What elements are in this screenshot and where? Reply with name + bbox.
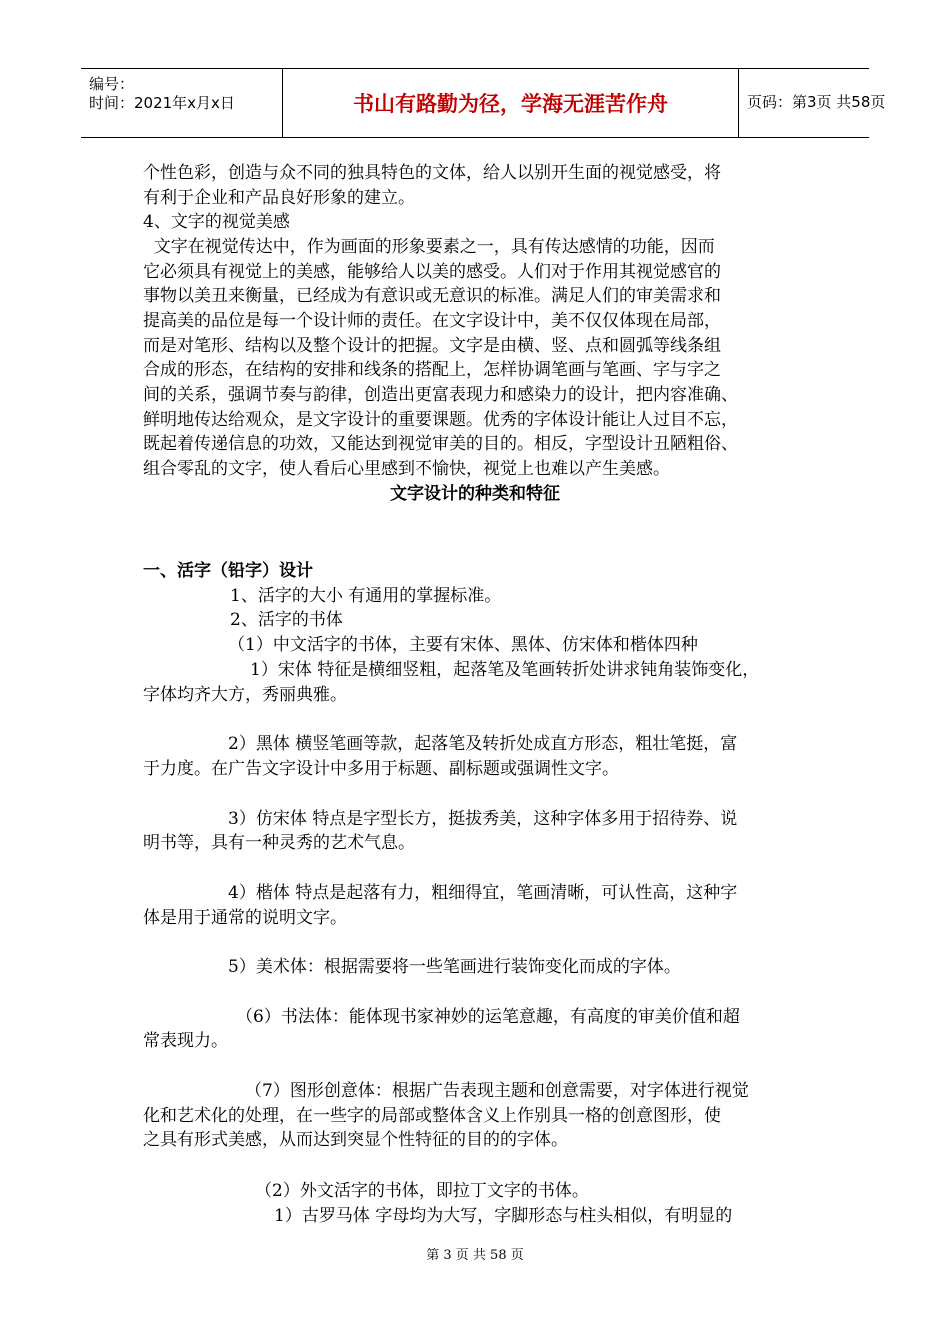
list-item: （7）图形创意体：根据广告表现主题和创意需要，对字体进行视觉 xyxy=(245,1081,749,1101)
list-item: 常表现力。 xyxy=(143,1031,228,1051)
list-item: 体是用于通常的说明文字。 xyxy=(143,908,347,928)
list-item: 2、活字的书体 xyxy=(230,610,343,630)
list-item: 于力度。在广告文字设计中多用于标题、副标题或强调性文字。 xyxy=(143,759,619,779)
body-line: 鲜明地传达给观众，是文字设计的重要课题。优秀的字体设计能让人过目不忘， xyxy=(143,410,738,430)
list-item: 1）宋体 特征是横细竖粗，起落笔及笔画转折处讲求钝角装饰变化， xyxy=(250,660,760,680)
body-line: 有利于企业和产品良好形象的建立。 xyxy=(143,188,415,208)
section-title: 文字设计的种类和特征 xyxy=(390,484,560,504)
list-item: 1、活字的大小 有通用的掌握标准。 xyxy=(230,586,502,606)
motto-text: 书山有路勤为径，学海无涯苦作舟 xyxy=(353,92,668,116)
subsection-title: 一、活字（铅字）设计 xyxy=(143,561,313,581)
list-item: （2）外文活字的书体，即拉丁文字的书体。 xyxy=(255,1181,589,1201)
page-footer: 第 3 页 共 58 页 xyxy=(426,1248,524,1263)
body-line: 它必须具有视觉上的美感，能够给人以美的感受。人们对于作用其视觉感官的 xyxy=(143,262,721,282)
body-line: 事物以美丑来衡量，已经成为有意识或无意识的标准。满足人们的审美需求和 xyxy=(143,286,721,306)
header-page-cell xyxy=(739,69,886,137)
list-item: （6）书法体：能体现书家神妙的运笔意趣，有高度的审美价值和超 xyxy=(236,1007,740,1027)
list-item: 之具有形式美感，从而达到突显个性特征的目的的字体。 xyxy=(143,1130,568,1150)
header-table xyxy=(81,68,886,138)
body-line: 而是对笔形、结构以及整个设计的把握。文字是由横、竖、点和圆弧等线条组 xyxy=(143,336,721,356)
body-line: 文字在视觉传达中，作为画面的形象要素之一，具有传达感情的功能，因而 xyxy=(143,237,715,257)
body-line: 组合零乱的文字，使人看后心里感到不愉快，视觉上也难以产生美感。 xyxy=(143,459,670,479)
serial-label: 编号： xyxy=(89,75,135,93)
body-line: 提高美的品位是每一个设计师的责任。在文字设计中，美不仅仅体现在局部， xyxy=(143,311,721,331)
list-item: 3）仿宋体 特点是字型长方，挺拔秀美，这种字体多用于招待券、说 xyxy=(228,809,738,829)
body-line: 既起着传递信息的功效，又能达到视觉审美的目的。相反，字型设计丑陋粗俗、 xyxy=(143,434,738,454)
date-label: 时间：2021年x月x日 xyxy=(89,94,235,112)
body-line: 合成的形态，在结构的安排和线条的搭配上，怎样协调笔画与笔画、字与字之 xyxy=(143,360,721,380)
body-line: 个性色彩，创造与众不同的独具特色的文体，给人以别开生面的视觉感受，将 xyxy=(143,163,721,183)
header-meta-cell xyxy=(81,69,283,137)
list-item: 2）黑体 横竖笔画等款，起落笔及转折处成直方形态，粗壮笔挺，富 xyxy=(228,734,738,754)
list-item: 1）古罗马体 字母均为大写，字脚形态与柱头相似，有明显的 xyxy=(274,1206,733,1226)
list-item: 明书等，具有一种灵秀的艺术气息。 xyxy=(143,833,415,853)
list-item: 化和艺术化的处理，在一些字的局部或整体含义上作别具一格的创意图形，使 xyxy=(143,1106,721,1126)
list-item: 4）楷体 特点是起落有力，粗细得宜，笔画清晰，可认性高，这种字 xyxy=(228,883,738,903)
list-item: （1）中文活字的书体，主要有宋体、黑体、仿宋体和楷体四种 xyxy=(228,635,698,655)
body-heading: 4、文字的视觉美感 xyxy=(143,212,290,232)
body-line: 间的关系，强调节奏与韵律，创造出更富表现力和感染力的设计，把内容准确、 xyxy=(143,385,738,405)
header-motto-cell xyxy=(283,69,739,137)
list-item: 5）美术体：根据需要将一些笔画进行装饰变化而成的字体。 xyxy=(228,957,681,977)
list-item: 字体均齐大方，秀丽典雅。 xyxy=(143,685,347,705)
page-info: 页码：第3页 共58页 xyxy=(747,93,886,111)
